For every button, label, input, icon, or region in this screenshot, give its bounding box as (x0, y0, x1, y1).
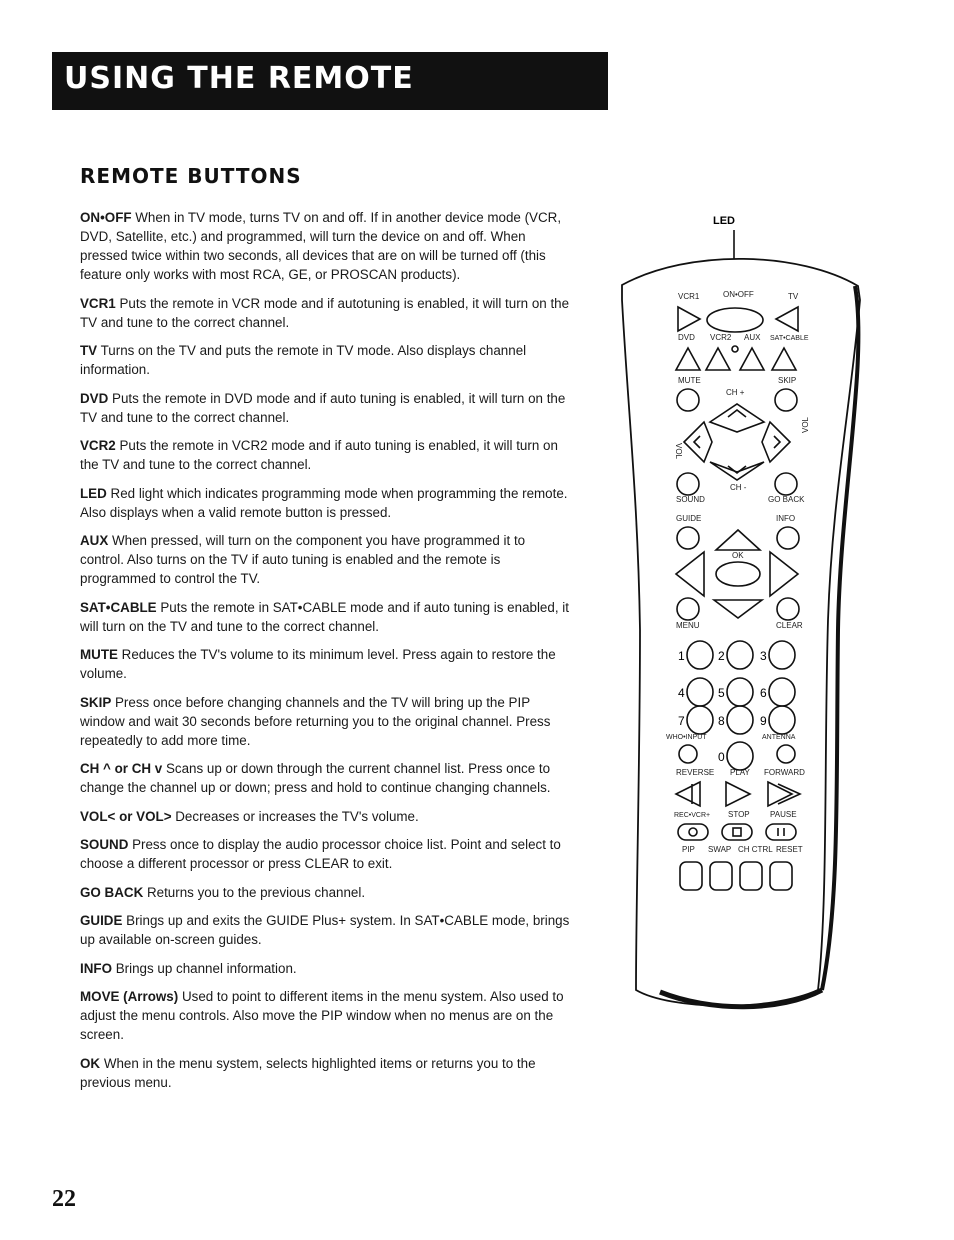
digit-2-label: 2 (718, 649, 725, 663)
tv-label: TV (788, 292, 799, 301)
description-entry (80, 389, 570, 427)
info-label: INFO (776, 514, 796, 523)
chapter-banner (52, 52, 608, 110)
button-description: Reduces the TV's volume to its minimum level. Press again to restore the volume. (80, 647, 556, 681)
button-description: When in TV mode, turns TV on and off. If in another device mode (VCR, DVD, Satellite, etc.) and programmed, will turn the device on and off. When pressed twice within two seconds, all devices that are on will be turned off (this feature only works with most RCA, GE, or PROSCAN products). (80, 210, 562, 282)
description-entry (80, 807, 570, 826)
button-term: VOL< or VOL> (80, 808, 172, 824)
button-term: SKIP (80, 694, 112, 710)
led-callout-label: LED (713, 215, 735, 227)
play-label: PLAY (730, 768, 750, 777)
onoff-label: ON•OFF (723, 290, 754, 299)
reverse-label: REVERSE (676, 768, 715, 777)
ok-label: OK (732, 551, 744, 560)
chplus-label: CH + (726, 388, 745, 397)
button-term: MOVE (Arrows) (80, 989, 179, 1004)
button-term: ON•OFF (80, 210, 132, 225)
button-description: Puts the remote in SAT•CABLE mode and if auto tuning is enabled, it will turn on the TV and tune to the correct channel. (80, 599, 569, 634)
swap-label: SWAP (708, 845, 732, 854)
vcr2-label: VCR2 (710, 333, 732, 342)
digit-0-label: 0 (718, 750, 725, 764)
description-entry (80, 531, 570, 588)
description-entry (80, 294, 570, 332)
button-description: Press once before changing channels and the TV will bring up the PIP window and wait 30 seconds before returning you to the original channel. Press repeatedly to add more time. (80, 694, 551, 748)
satcable-label: SAT•CABLE (770, 335, 809, 342)
recvcr-label: REC•VCR+ (674, 812, 711, 819)
goback-label: GO BACK (768, 495, 805, 504)
aux-label: AUX (744, 333, 761, 342)
description-entry (80, 911, 570, 949)
antenna-label: ANTENNA (762, 734, 796, 741)
button-term: OK (80, 1055, 101, 1071)
clear-label: CLEAR (776, 621, 803, 630)
button-term: DVD (80, 390, 109, 406)
description-entry (80, 693, 570, 750)
vol-right-label: VOL (801, 416, 810, 433)
description-entry (80, 598, 570, 636)
remote-illustration (600, 200, 880, 1030)
button-term: SOUND (80, 837, 129, 852)
button-term: INFO (80, 960, 112, 976)
button-term: VCR1 (80, 295, 116, 311)
sound-label: SOUND (676, 495, 705, 504)
button-term: AUX (80, 533, 109, 548)
vcr1-label: VCR1 (678, 292, 700, 301)
pip-label: PIP (682, 845, 695, 854)
button-description: Brings up channel information. (115, 960, 297, 976)
vol-left-label: VOL (674, 443, 683, 460)
digit-1-label: 1 (678, 649, 685, 663)
digit-5-label: 5 (718, 686, 725, 700)
button-term: VCR2 (80, 438, 116, 453)
button-description: Used to point to different items in the menu system. Also used to adjust the menu controls. Also move the PIP window when no menus are on the screen. (80, 989, 564, 1042)
button-term: GUIDE (80, 913, 123, 928)
digit-6-label: 6 (760, 686, 767, 700)
chctrl-label: CH CTRL (738, 845, 773, 854)
button-term: GO BACK (80, 884, 144, 900)
digit-9-label: 9 (760, 714, 767, 728)
description-entry (80, 436, 570, 474)
button-description: Decreases or increases the TV's volume. (175, 808, 419, 824)
description-entry (80, 208, 570, 284)
description-entry (80, 835, 570, 873)
chapter-title: USING THE REMOTE (64, 61, 414, 96)
button-description: Puts the remote in VCR2 mode and if auto tuning is enabled, it will turn on the TV and tune to the correct channel. (80, 438, 558, 472)
button-description: Puts the remote in DVD mode and if auto tuning is enabled, it will turn on the TV and tune to the correct channel. (80, 390, 566, 425)
skip-label: SKIP (778, 376, 797, 385)
button-description: Brings up and exits the GUIDE Plus+ system. In SAT•CABLE mode, brings up available on-screen guides. (80, 913, 570, 947)
button-term: TV (80, 343, 98, 358)
button-description: Returns you to the previous channel. (146, 884, 366, 900)
button-term: MUTE (80, 647, 118, 662)
reset-label: RESET (776, 845, 803, 854)
section-title: REMOTE BUTTONS (80, 164, 302, 188)
mute-label: MUTE (678, 376, 701, 385)
button-description: When pressed, will turn on the component you have programmed it to control. Also turns on the TV if auto tuning is enabled and the remote is programmed to control the TV. (80, 533, 526, 586)
forward-label: FORWARD (764, 768, 805, 777)
digit-3-label: 3 (760, 649, 767, 663)
button-description: Turns on the TV and puts the remote in TV mode. Also displays channel information. (80, 343, 527, 377)
description-entry (80, 759, 570, 797)
button-term: SAT•CABLE (80, 599, 157, 615)
button-description: Scans up or down through the current channel list. Press once to change the channel up or down; press and hold to continue changing channels. (80, 761, 551, 795)
stop-label: STOP (728, 810, 750, 819)
guide-label: GUIDE (676, 514, 702, 523)
button-description: Red light which indicates programming mode when programming the remote. Also displays when a valid remote button is pressed. (80, 485, 568, 520)
description-entry (80, 645, 570, 683)
button-term: CH ^ or CH v (80, 761, 163, 776)
remote-body (622, 259, 860, 1006)
whoinput-label: WHO•INPUT (666, 734, 707, 741)
button-description: When in the menu system, selects highlighted items or returns you to the previous menu. (80, 1055, 536, 1090)
description-entry (80, 883, 570, 902)
dvd-label: DVD (678, 333, 695, 342)
button-descriptions (80, 208, 570, 1101)
button-term: LED (80, 485, 107, 501)
description-entry (80, 341, 570, 379)
chminus-label: CH - (730, 483, 747, 492)
description-entry (80, 484, 570, 522)
description-entry (80, 987, 570, 1044)
digit-8-label: 8 (718, 714, 725, 728)
description-entry (80, 959, 570, 978)
button-description: Puts the remote in VCR mode and if autotuning is enabled, it will turn on the TV and tune to the correct channel. (80, 295, 570, 330)
page-number: 22 (52, 1186, 76, 1212)
button-description: Press once to display the audio processor choice list. Point and select to choose a different processor or press CLEAR to exit. (80, 837, 561, 871)
digit-7-label: 7 (678, 714, 685, 728)
menu-label: MENU (676, 621, 700, 630)
description-entry (80, 1054, 570, 1092)
digit-4-label: 4 (678, 686, 685, 700)
led-indicator (732, 346, 738, 352)
pause-label: PAUSE (770, 810, 797, 819)
